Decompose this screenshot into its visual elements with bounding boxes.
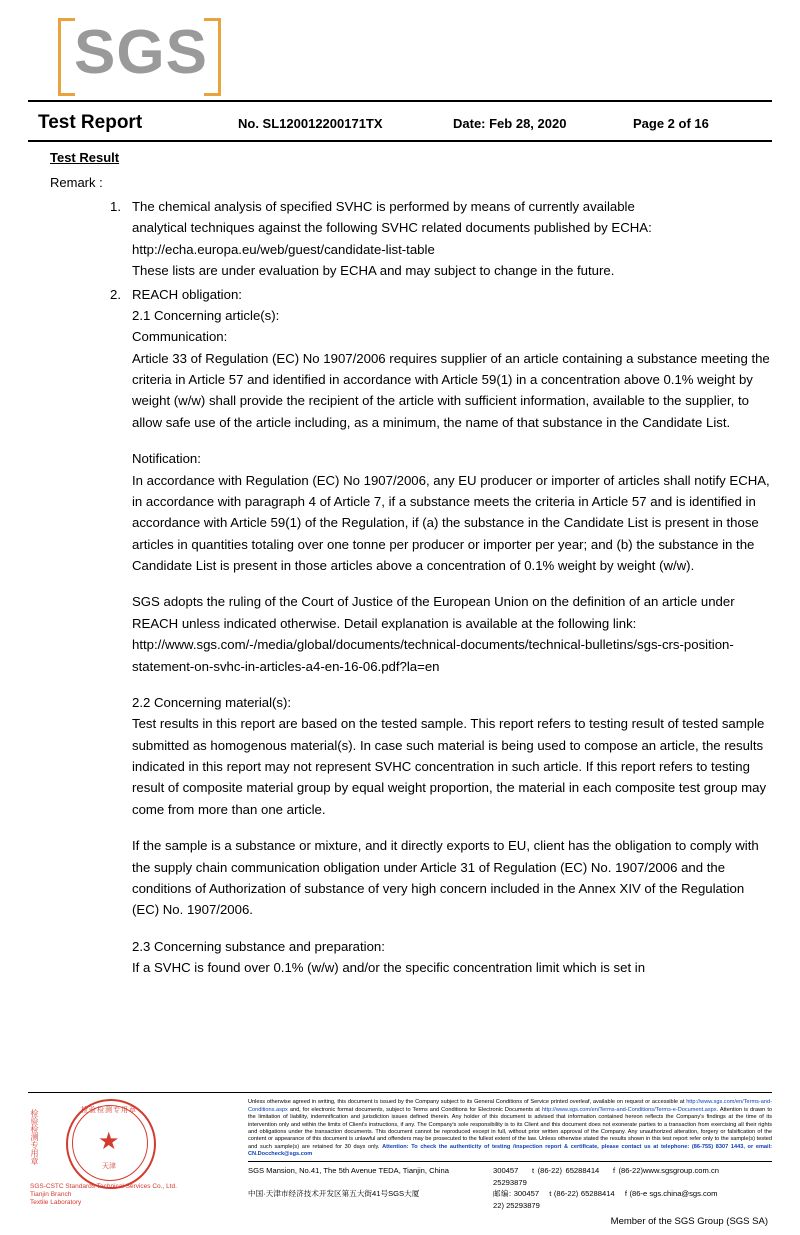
address-cn-zip: 300457 [513, 1189, 540, 1199]
remark-item-2 [110, 284, 772, 979]
header-bottom-rule [28, 140, 772, 142]
report-number: No. SL120012200171TX [238, 116, 383, 131]
stamp-bottom-text: 天津 [102, 1163, 116, 1171]
page-title: Test Report [38, 112, 143, 133]
section-2-2-text: Test results in this report are based on the tested sample. This report refers to testing result of tested sample submitted as homogenous material(s). In case such material is being used to compose an article, the results indicated in this report may not represent SVHC concentration in such article. If this report refers to testing result of composite material group by equal weight proportion, the material in each composite test group may come from more than one article. [132, 716, 767, 817]
address-en-tel: t (86-22) 65288414 [532, 1166, 600, 1176]
sgs-logo [28, 10, 772, 96]
communication-label: Communication: [132, 329, 228, 345]
notification-text: In accordance with Regulation (EC) No 1907/2006, any EU producer or importer of articles shall notify ECHA, in accordance with paragraph 4 of Article 7, if a substance meets the criteria in Article 57 and is identified in accordance with Article 59(1) of the Regulation, if (a) the substance in the Candidate List is present in those articles in quantities totaling over one tonne per producer or importer per year; and (b) the substance in the Candidate List is present in those articles above a concentration of 0.1% weight by weight (w/w). [132, 472, 770, 573]
footer-disclaimer [248, 1097, 772, 1211]
remark-list [110, 196, 772, 978]
section-2-2-title: 2.2 Concerning material(s): [132, 694, 292, 710]
stamp-company-line2: Tianjin Branch [30, 1191, 72, 1199]
spacer-3 [132, 677, 772, 692]
ruling-text: SGS adopts the ruling of the Court of Justice of the European Union on the definition of an article under REACH unless indicated otherwise. Detail explanation is available at the following link: [132, 594, 735, 631]
address-cn-contact [493, 1188, 643, 1211]
notification-label: Notification: [132, 451, 201, 467]
section-2-2-text-2: If the sample is a substance or mixture, and it directly exports to EU, client has the obligation to comply with the supply chain communication obligation under Article 31 of Regulation (EC) No. 1907/2006 and the conditions of Authorization of substance of very high concern included in the Annex XIV of the Regulation (EC) No. 1907/2006. [132, 838, 759, 918]
remark-item-1-marker: 1. [110, 199, 121, 214]
address-cn-tel: t (86-22) 65288414 [549, 1189, 615, 1199]
section-2-3-title: 2.3 Concerning substance and preparation: [132, 938, 385, 954]
disclaimer-part-2: and, for electronic format documents, subject to Terms and Conditions for Electronic Documents at [287, 1106, 542, 1113]
page-indicator: Page 2 of 16 [633, 116, 709, 131]
address-row-cn [248, 1188, 772, 1211]
remark-item-1-line1: The chemical analysis of specified SVHC is performed by means of currently available [132, 199, 635, 214]
footer-rule [28, 1092, 772, 1093]
company-stamp [28, 1097, 248, 1207]
remark-label: Remark : [50, 175, 103, 190]
address-website[interactable]: www.sgsgroup.com.cn [643, 1166, 719, 1176]
section-2-1-title: 2.1 Concerning article(s): [132, 307, 280, 323]
logo-bracket-left-icon [58, 18, 75, 96]
doccheck-email[interactable]: CN.Doccheck@sgs.com [248, 1151, 313, 1158]
address-en-contact [493, 1165, 643, 1188]
disclaimer-link-2[interactable]: http://www.sgs.com/en/Terms-and-Conditions/Terms-e-Document.aspx [541, 1106, 717, 1113]
address-en-zip: 300457 [493, 1166, 519, 1176]
disclaimer-attention: Attention: To check the authenticity of testing /inspection report & certificate, please contact us at telephone: (86-755) 8307 1443, or email: [382, 1143, 772, 1150]
position-statement-link: http://www.sgs.com/-/media/global/documents/technical-documents/technical-bulletins/sgs-crs-position-statement-on-svhc-in-articles-a4-en-16-06.pdf?la=en [132, 637, 734, 674]
address-cn-zip-label: 邮编: [493, 1189, 512, 1199]
section-2-3-text: If a SVHC is found over 0.1% (w/w) and/or the specific concentration limit which is set in [132, 960, 646, 975]
logo-text: SGS [74, 18, 208, 87]
test-result-heading: Test Result [50, 150, 120, 165]
report-header [28, 102, 772, 140]
stamp-side-text: 检验检测专用章 [30, 1109, 39, 1166]
remark-item-1 [110, 196, 772, 282]
spacer-1 [132, 433, 772, 448]
footer-address [248, 1165, 772, 1211]
report-page [0, 10, 800, 1235]
disclaimer-part-1: Unless otherwise agreed in writing, this document is issued by the Company subject to its General Conditions of Service printed overleaf, available on request or accessible at [248, 1099, 687, 1106]
stamp-company-line3: Textile Laboratory [30, 1199, 82, 1207]
address-row-en [248, 1165, 772, 1188]
remark-item-2-marker: 2. [110, 286, 121, 302]
communication-text: Article 33 of Regulation (EC) No 1907/2006 requires supplier of an article containing a substance meeting the criteria in Article 57 and identified in accordance with Article 59(1) in a concentration above 0.1% weight by weight (w/w) shall provide the recipient of the article with sufficient information, available to the supplier, to allow safe use of the article including, as a minimum, the name of that substance in the Candidate List. [132, 350, 770, 430]
footer-member-note: Member of the SGS Group (SGS SA) [610, 1216, 768, 1227]
address-email[interactable]: e sgs.china@sgs.com [643, 1189, 718, 1199]
report-date: Date: Feb 28, 2020 [453, 116, 567, 131]
page-footer [28, 1092, 772, 1227]
remark-item-1-line4: These lists are under evaluation by ECHA and may subject to change in the future. [132, 263, 615, 279]
stamp-company-line1: SGS-CSTC Standards Technical Services Co., Ltd. [30, 1183, 177, 1191]
stamp-star-icon: ★ [98, 1128, 120, 1156]
address-en-fax: f (86-22) 25293879 [493, 1166, 643, 1187]
address-cn-fax: f (86-22) 25293879 [493, 1189, 643, 1210]
remark-item-1-line3: http://echa.europa.eu/web/guest/candidate-list-table [132, 241, 435, 257]
reach-obligation-title: REACH obligation: [132, 286, 242, 302]
disclaimer-link-1[interactable]: http://www.sgs.com/en/Terms-and-Conditions.aspx [248, 1099, 772, 1113]
address-en: SGS Mansion, No.41, The 5th Avenue TEDA, Tianjin, China [248, 1166, 449, 1176]
stamp-top-text: 检验检测专用章 [81, 1107, 137, 1115]
spacer-5 [132, 921, 772, 936]
remark-item-1-line2: analytical techniques against the following SVHC related documents published by ECHA: [132, 220, 652, 236]
address-cn: 中国·天津市经济技术开发区第五大街41号SGS大厦 [248, 1189, 420, 1199]
disclaimer-part-3: . Attention is drawn to the limitation of liability, indemnification and jurisdiction issues defined therein. Any holder of this document is advised that information contained hereon reflects the Company's findings at the time of its intervention only and within the limits of Client's instructions, if any. The Company's sole responsibility is to its Client and this document does not exonerate parties to a transaction from exercising all their rights and obligations under the transaction documents. This document cannot be reproduced except in full, without prior written approval of the Company. Any unauthorized alteration, forgery or falsification of the content or appearance of this document is unlawful and offenders may be prosecuted to the fullest extent of the law. Unless otherwise stated the results shown in this test report refer only to the sample(s) tested and such sample(s) are retained for 30 days only. [248, 1106, 773, 1150]
spacer-4 [132, 820, 772, 835]
footer-address-rule [248, 1161, 772, 1162]
spacer-2 [132, 576, 772, 591]
